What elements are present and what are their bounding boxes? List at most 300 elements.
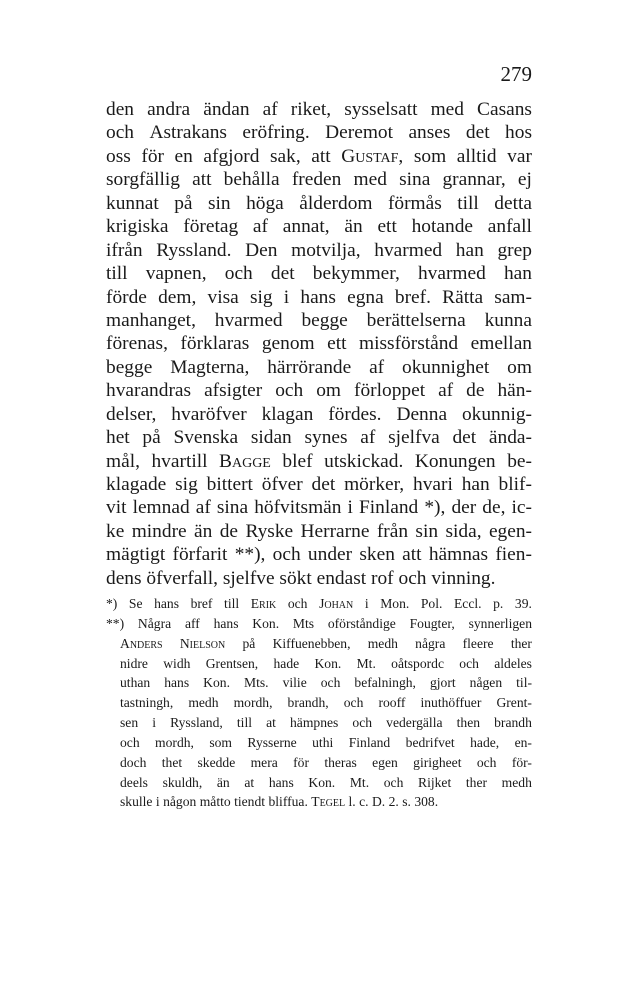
- footnote-word: någen: [469, 675, 503, 691]
- body-text-word: Den: [245, 239, 278, 261]
- body-text-word: förfarit: [172, 544, 228, 566]
- body-text-word: Svenska: [173, 427, 239, 449]
- body-text-word: sida,: [445, 520, 482, 542]
- footnote-line: [106, 792, 532, 812]
- body-text-word: ej: [517, 169, 532, 191]
- footnote-word: brandh: [494, 715, 532, 731]
- body-text-word: freden: [291, 169, 342, 191]
- body-text-word: hos: [505, 122, 532, 144]
- body-text-word: hvarandras: [106, 380, 192, 402]
- footnote-word: p.: [493, 596, 504, 611]
- body-text-word: vapnen,: [145, 263, 207, 285]
- footnote-word: någon: [163, 794, 197, 810]
- footnote-word: gjort: [429, 675, 456, 691]
- footnote-word: at: [266, 715, 276, 731]
- footnote-word: ther: [510, 635, 532, 651]
- body-text-word: genom: [261, 333, 315, 355]
- footnote-word: widh: [163, 655, 191, 671]
- body-text-word: berättelserna: [366, 309, 466, 331]
- body-text-line: [106, 192, 532, 215]
- body-text-word: i: [283, 286, 290, 308]
- body-text-word: mindre: [131, 520, 187, 542]
- footnote-word: l.: [348, 794, 356, 810]
- body-text-word: sin: [415, 520, 439, 542]
- body-text-line: [106, 121, 532, 144]
- body-text-word: företag: [183, 216, 239, 238]
- body-text-word: han: [461, 474, 490, 495]
- body-text-word: han: [455, 239, 484, 261]
- body-text-word: kunnat: [106, 192, 159, 214]
- body-text-line: [106, 98, 532, 121]
- footnote-line: [106, 713, 532, 733]
- footnote-word: befalningh,: [354, 675, 416, 691]
- footnote-word: och: [476, 754, 497, 770]
- body-text-word: sökt: [279, 567, 312, 589]
- footnotes: [106, 594, 532, 812]
- footnote-word: at: [244, 774, 255, 790]
- body-text-word: ifrån: [106, 239, 143, 261]
- body-text-word: klagan: [261, 403, 314, 425]
- footnote-line: [106, 594, 532, 614]
- body-text-word: visa: [207, 286, 239, 308]
- body-text-word: vinning.: [431, 567, 496, 589]
- body-text-word: ända-: [488, 427, 532, 449]
- body-text-word: det: [452, 427, 477, 449]
- body-text-line: [106, 309, 532, 332]
- footnote-word: vedergälla: [386, 715, 443, 731]
- body-text-word: till: [457, 192, 479, 214]
- body-text-line: [106, 145, 532, 168]
- body-text-word: hotande: [411, 216, 473, 238]
- footnote-word: Finland: [348, 734, 391, 750]
- body-text-word: sam-: [494, 286, 532, 308]
- body-text-word: och: [224, 263, 253, 285]
- body-text-word: sken: [359, 544, 395, 566]
- footnote-word: i: [152, 715, 156, 731]
- footnote-word: mordh,: [155, 734, 194, 750]
- body-text-word: Rätta: [442, 286, 484, 308]
- body-text-word: Gustaf,: [341, 145, 404, 167]
- body-text-word: ett: [377, 216, 397, 238]
- page-number: 279: [500, 62, 532, 86]
- footnote-word: Rijket: [418, 774, 452, 790]
- body-text-word: ic-: [511, 497, 532, 519]
- main-text: [106, 98, 532, 590]
- footnote-word: *): [106, 596, 118, 611]
- body-text-word: ett: [327, 333, 347, 355]
- body-text-word: förloppet: [354, 380, 426, 402]
- body-text-word: hans: [300, 286, 336, 308]
- footnote-word: Mt.: [349, 774, 370, 790]
- footnote-word: Tegel: [311, 794, 346, 810]
- body-text-word: sig: [175, 474, 198, 495]
- body-text-word: grep: [497, 239, 532, 261]
- body-text-word: afgjord: [203, 145, 260, 167]
- body-text-word: med: [353, 169, 387, 191]
- footnote-word: bedrifvet: [405, 734, 455, 750]
- body-text-word: Ryske: [245, 520, 294, 542]
- body-text-word: Magterna,: [170, 356, 250, 378]
- body-text-word: klagade: [106, 474, 167, 495]
- body-text-word: sjelfve: [222, 567, 275, 589]
- body-text-word: ålderdom: [299, 192, 373, 214]
- body-text-word: fien-: [495, 544, 532, 566]
- body-text-word: det: [270, 263, 295, 285]
- body-text-word: utskickad.: [324, 450, 404, 472]
- body-text-word: sina: [399, 169, 431, 191]
- body-text-line: [106, 262, 532, 285]
- body-text-word: om: [316, 380, 341, 402]
- body-text-word: sjelfva: [388, 427, 440, 449]
- body-text-word: grannar,: [442, 169, 506, 191]
- body-text-word: de: [466, 380, 485, 402]
- body-text-word: blif-: [498, 474, 532, 495]
- body-text-word: be-: [507, 450, 532, 472]
- body-text-line: [106, 450, 532, 473]
- body-text-word: egna: [347, 286, 384, 308]
- footnote-word: hade,: [470, 734, 500, 750]
- body-text-word: andra: [147, 99, 191, 120]
- body-text-word: okunnighet: [402, 356, 490, 378]
- body-text-word: vit: [106, 497, 127, 519]
- footnote-word: Ryssland,: [170, 715, 223, 731]
- footnote-word: til-: [516, 675, 532, 691]
- footnote-word: hans: [154, 596, 179, 611]
- body-text-word: än: [344, 216, 363, 238]
- footnote-word: Kon.: [308, 774, 336, 790]
- body-text-word: höga: [246, 192, 284, 214]
- body-text-word: riket,: [290, 99, 332, 120]
- footnote-word: en-: [514, 734, 532, 750]
- body-text-word: mägtigt: [106, 544, 166, 566]
- body-text-word: oss: [106, 145, 131, 167]
- footnote-word: deels: [120, 774, 148, 790]
- body-text-word: Denna: [396, 403, 448, 425]
- footnote-line: [106, 753, 532, 773]
- body-text-word: och: [275, 380, 304, 402]
- body-text-word: detta: [494, 192, 532, 214]
- footnote-word: skulle: [120, 794, 153, 810]
- body-text-word: förenas,: [106, 333, 168, 355]
- body-text-word: förde: [106, 286, 147, 308]
- body-text-word: alltid: [456, 145, 497, 167]
- body-text-line: [106, 403, 532, 426]
- footnote-word: nidre: [120, 655, 148, 671]
- body-text-word: delser,: [106, 403, 157, 425]
- body-text-word: mörker,: [344, 474, 405, 495]
- footnote-word: oförståndige: [327, 615, 396, 631]
- footnote-word: brandh,: [287, 695, 329, 711]
- footnote-word: 308.: [414, 794, 439, 810]
- footnote-word: hans: [164, 675, 190, 691]
- footnote-word: Johan: [319, 596, 354, 611]
- body-text-line: [106, 543, 532, 566]
- footnote-word: Rysserne: [247, 734, 297, 750]
- footnote-word: hans: [213, 615, 239, 631]
- body-text-word: hvarmed: [417, 263, 486, 285]
- body-text-word: förklaras: [180, 333, 250, 355]
- footnote-word: och: [343, 695, 364, 711]
- footnote-word: Kon.: [252, 615, 280, 631]
- body-text-word: att: [192, 169, 212, 191]
- body-text-line: [106, 168, 532, 191]
- footnote-word: theras: [324, 754, 357, 770]
- body-text-word: manhanget,: [106, 309, 196, 331]
- body-text-word: som: [413, 145, 447, 167]
- body-text-word: Deremot: [325, 122, 394, 144]
- footnote-word: mera: [250, 754, 278, 770]
- footnote-word: medh: [501, 774, 532, 790]
- footnote-word: girigheet: [413, 754, 462, 770]
- body-text-word: okunnig-: [461, 403, 532, 425]
- footnote-word: i: [155, 794, 160, 810]
- body-text-line: [106, 239, 532, 262]
- body-text-word: under: [307, 544, 353, 566]
- footnote-word: några: [415, 635, 446, 651]
- body-text-word: eröfring.: [242, 122, 310, 144]
- footnote-word: i: [364, 596, 369, 611]
- body-text-line: [106, 520, 532, 543]
- body-text-word: kunna: [484, 309, 532, 331]
- footnote-word: mordh,: [233, 695, 273, 711]
- footnote-line: [106, 634, 532, 654]
- body-text-word: Konungen: [414, 450, 496, 472]
- footnote-word: then: [456, 715, 481, 731]
- body-text-word: för: [141, 145, 164, 167]
- body-text-word: begge: [301, 309, 348, 331]
- body-text-word: hvari: [413, 474, 453, 495]
- body-text-word: var: [507, 145, 532, 167]
- body-text-word: sin: [208, 192, 231, 214]
- body-text-word: det: [311, 474, 336, 495]
- body-text-word: synes: [304, 427, 348, 449]
- body-text-line: [106, 496, 532, 519]
- body-text-word: höfvitsmän: [254, 497, 342, 519]
- body-text-word: missförstånd: [359, 333, 459, 355]
- footnote-word: bref: [190, 596, 213, 611]
- footnote-word: och: [120, 734, 140, 750]
- body-text-word: öfver: [261, 474, 303, 495]
- footnote-word: hämpnes: [290, 715, 339, 731]
- body-text-word: och: [106, 122, 134, 144]
- footnote-word: Erik: [250, 596, 277, 611]
- body-text-line: [106, 379, 532, 402]
- body-text-line: [106, 286, 532, 309]
- body-text-word: de: [219, 520, 239, 542]
- footnote-word: vilie: [282, 675, 307, 691]
- body-text-word: af: [252, 216, 268, 238]
- body-text-word: rof: [371, 567, 394, 589]
- footnote-line: [106, 654, 532, 674]
- footnote-word: doch: [120, 754, 147, 770]
- body-text-word: ke: [106, 520, 125, 542]
- footnote-word: **): [106, 615, 125, 631]
- body-text-word: sidan: [250, 427, 292, 449]
- footnote-word: Pol.: [420, 596, 443, 611]
- footnote-word: till: [236, 715, 252, 731]
- footnote-word: aff: [184, 615, 200, 631]
- footnote-word: Mts: [292, 615, 315, 631]
- body-text-word: Astrakans: [149, 122, 227, 144]
- body-text-word: bittert: [206, 474, 253, 495]
- body-text-word: än: [194, 520, 213, 542]
- body-text-word: af: [369, 356, 385, 378]
- footnote-word: och: [320, 675, 341, 691]
- body-text-word: behålla: [223, 169, 280, 191]
- footnote-word: skuldh,: [162, 774, 203, 790]
- footnote-word: uthan: [120, 675, 151, 691]
- body-text-word: *),: [424, 497, 446, 519]
- body-text-word: **),: [234, 544, 266, 566]
- body-text-word: egen-: [488, 520, 532, 542]
- footnote-word: och: [383, 774, 404, 790]
- body-text-word: der: [451, 497, 477, 519]
- body-text-word: att: [311, 145, 331, 167]
- footnote-word: uthi: [312, 734, 334, 750]
- body-text-word: hvarmed: [374, 239, 443, 261]
- footnote-word: Grentsen,: [205, 655, 259, 671]
- body-text-line: [106, 473, 532, 496]
- footnote-word: D.: [371, 794, 386, 810]
- body-text-word: i: [347, 497, 353, 519]
- footnote-word: Kon.: [314, 655, 342, 671]
- body-text-word: Finland: [359, 497, 419, 519]
- footnote-word: och: [459, 655, 479, 671]
- footnote-word: på: [242, 635, 256, 651]
- body-text-word: Casans: [477, 99, 532, 120]
- footnote-word: aldeles: [494, 655, 532, 671]
- body-text-word: motvilja,: [291, 239, 361, 261]
- body-text-word: annat,: [282, 216, 330, 238]
- footnote-word: s.: [402, 794, 411, 810]
- body-text-word: anfall: [487, 216, 532, 238]
- footnote-word: Nielson: [179, 635, 226, 651]
- footnote-word: hade: [273, 655, 300, 671]
- footnote-word: oåtspordc: [391, 655, 444, 671]
- body-text-word: begge: [106, 356, 153, 378]
- body-text-word: af: [438, 380, 454, 402]
- footnote-word: bliffua.: [268, 794, 308, 810]
- body-text-word: sak,: [269, 145, 301, 167]
- body-text-word: till: [106, 263, 128, 285]
- body-text-word: sina: [216, 497, 249, 519]
- body-text-word: dem,: [158, 286, 197, 308]
- body-text-word: af: [262, 99, 278, 120]
- body-text-word: sysselsatt: [344, 99, 418, 120]
- body-text-word: mål,: [106, 450, 140, 472]
- body-text-word: hvartill: [151, 450, 208, 472]
- footnote-word: ther: [465, 774, 488, 790]
- footnote-word: tiendt: [234, 794, 266, 810]
- body-text-line: [106, 215, 532, 238]
- footnote-word: skedde: [197, 754, 236, 770]
- footnote-word: Grent-: [496, 695, 532, 711]
- body-text-word: hvaröfver: [171, 403, 247, 425]
- body-text-word: den: [106, 99, 134, 120]
- footnote-word: Mon.: [380, 596, 410, 611]
- footnote-word: än: [216, 774, 230, 790]
- footnote-line: [106, 673, 532, 693]
- footnote-word: rooff: [378, 695, 406, 711]
- footnote-word: Kiffuenebben,: [272, 635, 351, 651]
- body-text-word: en: [174, 145, 193, 167]
- body-text-word: och: [272, 544, 301, 566]
- body-text-word: bekymmer,: [312, 263, 400, 285]
- footnote-line: [106, 733, 532, 753]
- body-text-word: af: [360, 427, 376, 449]
- body-text-word: på: [174, 192, 193, 214]
- footnote-word: egen: [372, 754, 398, 770]
- footnote-word: 39.: [514, 596, 532, 611]
- footnote-word: inuthöffuer: [420, 695, 482, 711]
- body-text-word: om: [507, 356, 532, 378]
- body-text-word: dens: [106, 567, 142, 589]
- footnote-word: till: [224, 596, 240, 611]
- body-text-word: het: [106, 427, 130, 449]
- body-text-word: och: [398, 567, 427, 589]
- body-text-word: att: [402, 544, 422, 566]
- footnote-word: för-: [511, 754, 532, 770]
- body-text-word: krigiska: [106, 216, 169, 238]
- footnote-line: [106, 773, 532, 793]
- body-text-word: de,: [482, 497, 506, 519]
- footnote-word: Anders: [120, 635, 163, 651]
- body-text-word: ändan: [203, 99, 250, 120]
- footnote-word: thet: [161, 754, 183, 770]
- footnote-word: och: [352, 715, 373, 731]
- footnote-word: Eccl.: [453, 596, 482, 611]
- footnote-word: Några: [137, 615, 172, 631]
- footnote-word: 2.: [388, 794, 399, 810]
- footnote-word: och: [287, 596, 308, 611]
- body-text-line: [106, 567, 532, 590]
- footnote-word: måtto: [199, 794, 231, 810]
- footnote-word: medh: [188, 695, 219, 711]
- body-text-word: Herrarne: [300, 520, 370, 542]
- body-text-word: han: [503, 263, 532, 285]
- body-text-word: af: [195, 497, 211, 519]
- footnote-word: Fougter,: [409, 615, 455, 631]
- body-text-word: lemnad: [132, 497, 190, 519]
- body-text-word: Ryssland.: [156, 239, 232, 261]
- body-text-word: det: [465, 122, 490, 144]
- footnote-word: Kon.: [203, 675, 230, 691]
- body-text-word: härrörande: [267, 356, 352, 378]
- footnote-word: Mt.: [356, 655, 376, 671]
- footnote-word: fleere: [462, 635, 494, 651]
- body-text-word: afsigter: [204, 380, 263, 402]
- footnote-word: för: [293, 754, 309, 770]
- footnote-word: som: [209, 734, 233, 750]
- footnote-word: sen: [120, 715, 139, 731]
- body-text-word: hvarmed: [214, 309, 283, 331]
- footnote-word: medh: [367, 635, 398, 651]
- body-text-line: [106, 426, 532, 449]
- body-text-word: hämnas: [428, 544, 489, 566]
- footnote-word: tastningh,: [120, 695, 174, 711]
- body-text-word: Bagge: [219, 450, 271, 472]
- body-text-word: fördes.: [328, 403, 382, 425]
- footnote-line: [106, 614, 532, 634]
- body-text-word: förmås: [387, 192, 442, 214]
- body-text-word: sig: [249, 286, 273, 308]
- body-text-word: anses: [408, 122, 451, 144]
- footnote-line: [106, 693, 532, 713]
- body-text-word: på: [142, 427, 161, 449]
- body-text-word: öfverfall,: [146, 567, 219, 589]
- body-text-line: [106, 356, 532, 379]
- body-text-word: hän-: [497, 380, 532, 402]
